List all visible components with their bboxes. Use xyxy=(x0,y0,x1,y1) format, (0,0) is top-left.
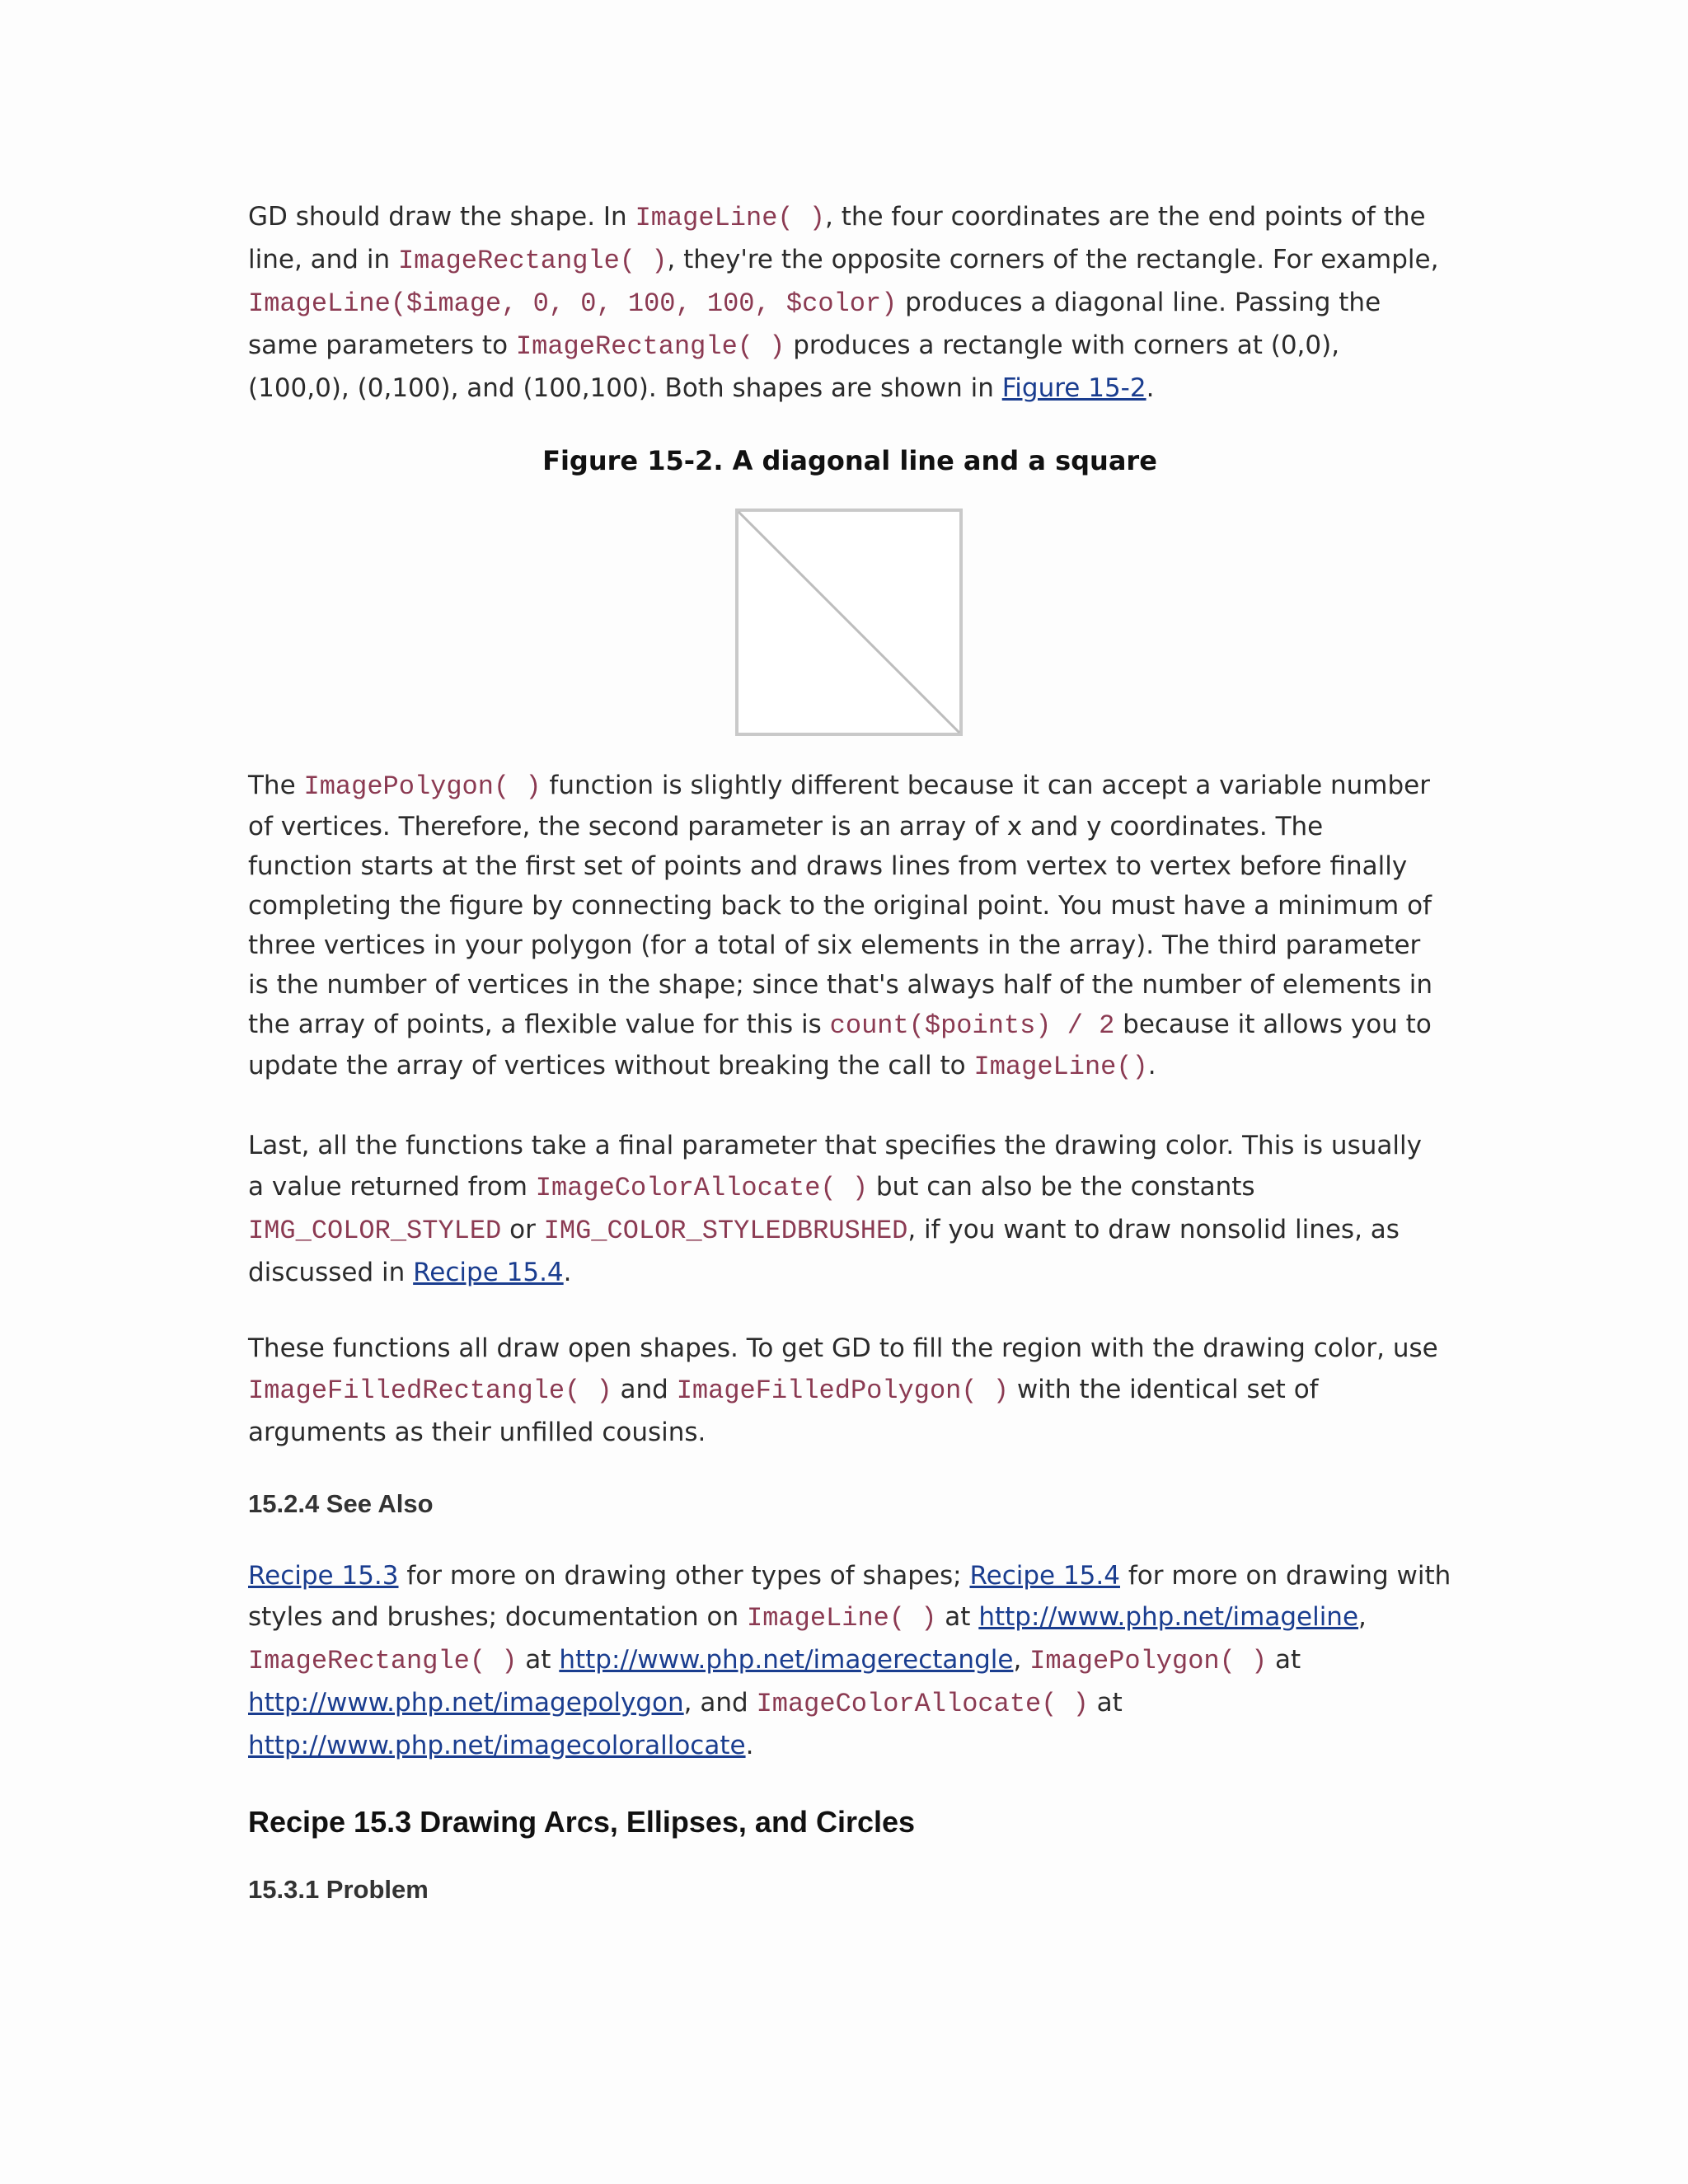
text-segment: . xyxy=(745,1731,754,1760)
text-segment: for more on drawing with styles and brushes; documentation on xyxy=(248,1561,1451,1632)
text-segment: , and xyxy=(683,1688,757,1718)
code-img-color-styled: IMG_COLOR_STYLED xyxy=(248,1216,502,1246)
text-segment: at xyxy=(936,1602,979,1632)
link-php-imageline[interactable]: http://www.php.net/imageline xyxy=(978,1602,1359,1632)
text-segment: , xyxy=(1013,1645,1030,1675)
link-recipe-15-3[interactable]: Recipe 15.3 xyxy=(248,1561,399,1591)
text-segment: and xyxy=(612,1375,677,1404)
text-segment: Last, all the functions take a final parameter that specifies the drawing color. This is usually a value returned from xyxy=(248,1131,1422,1202)
text-segment: . xyxy=(1146,373,1155,403)
text-segment: GD should draw the shape. In xyxy=(248,202,635,232)
text-segment: produces a diagonal line. Passing the same parameters to xyxy=(248,288,1381,360)
code-img-color-styledbrushed: IMG_COLOR_STYLEDBRUSHED xyxy=(543,1216,908,1246)
text-segment: function is slightly different because it can accept a variable number of vertices. Therefore, the second parameter is an array of x and y coordinates. The function starts at the first set of points and draws lines from vertex to vertex before finally completing the figure by connecting back to the original point. You must have a minimum of three vertices in your polygon (for a total of six elements in the array). The third parameter is the number of vertices in the shape; since that's always half of the number of elements in the array of points, a flexible value for this is xyxy=(248,771,1432,1039)
code-imageline-example: ImageLine($image, 0, 0, 100, 100, $color) xyxy=(248,288,898,319)
heading-see-also: 15.2.4 See Also xyxy=(248,1489,434,1518)
code-imageline: ImageLine( ) xyxy=(747,1603,937,1633)
heading-problem: 15.3.1 Problem xyxy=(248,1875,429,1904)
text-segment: . xyxy=(563,1258,572,1287)
text-segment: . xyxy=(1147,1051,1156,1080)
code-count-points: count($points) / 2 xyxy=(829,1010,1115,1041)
text-segment: , the four coordinates are the end points of the line, and in xyxy=(248,202,1426,274)
link-php-imagerectangle[interactable]: http://www.php.net/imagerectangle xyxy=(559,1645,1014,1675)
text-segment: These functions all draw open shapes. To get GD to fill the region with the drawing color, use xyxy=(248,1333,1438,1363)
code-imagecolorallocate: ImageColorAllocate( ) xyxy=(756,1689,1089,1719)
paragraph-filled-shapes xyxy=(248,1328,1443,1453)
text-segment: with the identical set of arguments as their unfilled cousins. xyxy=(248,1375,1319,1447)
paragraph-line-and-rectangle xyxy=(248,196,1443,410)
code-imagefilledrectangle: ImageFilledRectangle( ) xyxy=(248,1376,612,1406)
text-segment: , they're the opposite corners of the rectangle. For example, xyxy=(667,245,1439,274)
text-segment: at xyxy=(1267,1645,1301,1675)
link-recipe-15-4[interactable]: Recipe 15.4 xyxy=(413,1258,564,1287)
document-page xyxy=(248,196,1451,1906)
paragraph-imagepolygon xyxy=(248,766,1435,1087)
link-figure-15-2[interactable]: Figure 15-2 xyxy=(1001,373,1146,403)
text-segment: because it allows you to update the array of vertices without breaking the call to xyxy=(248,1010,1432,1080)
text-segment: , if you want to draw nonsolid lines, as discussed in xyxy=(248,1215,1400,1287)
figure-image xyxy=(735,509,963,736)
code-imagerectangle: ImageRectangle( ) xyxy=(515,331,785,362)
heading-recipe-15-3: Recipe 15.3 Drawing Arcs, Ellipses, and Circles xyxy=(248,1805,916,1839)
text-segment: or xyxy=(501,1215,544,1244)
link-php-imagepolygon[interactable]: http://www.php.net/imagepolygon xyxy=(248,1688,684,1718)
text-segment: , xyxy=(1358,1602,1367,1632)
paragraph-see-also xyxy=(248,1555,1451,1766)
text-segment: produces a rectangle with corners at (0,0), (100,0), (0,100), and (100,100). Both shapes are shown in xyxy=(248,330,1340,403)
code-imagerectangle: ImageRectangle( ) xyxy=(248,1646,518,1676)
code-imagecolorallocate: ImageColorAllocate( ) xyxy=(535,1173,869,1203)
text-segment: at xyxy=(1088,1688,1123,1718)
text-segment: but can also be the constants xyxy=(868,1172,1255,1202)
code-imagefilledpolygon: ImageFilledPolygon( ) xyxy=(676,1376,1009,1406)
figure-diagonal-line-square xyxy=(735,509,963,736)
code-imagerectangle: ImageRectangle( ) xyxy=(397,246,668,276)
code-imageline: ImageLine() xyxy=(973,1052,1148,1082)
code-imagepolygon: ImagePolygon( ) xyxy=(303,771,542,802)
link-php-imagecolorallocate[interactable]: http://www.php.net/imagecolorallocate xyxy=(248,1731,746,1760)
text-segment: The xyxy=(248,771,304,800)
text-segment: for more on drawing other types of shapes; xyxy=(398,1561,970,1591)
code-imagepolygon: ImagePolygon( ) xyxy=(1029,1646,1268,1676)
code-imageline: ImageLine( ) xyxy=(635,203,825,233)
link-recipe-15-4[interactable]: Recipe 15.4 xyxy=(969,1561,1120,1591)
paragraph-drawing-color xyxy=(248,1125,1443,1293)
figure-caption: Figure 15-2. A diagonal line and a square xyxy=(542,445,1157,476)
text-segment: at xyxy=(517,1645,560,1675)
